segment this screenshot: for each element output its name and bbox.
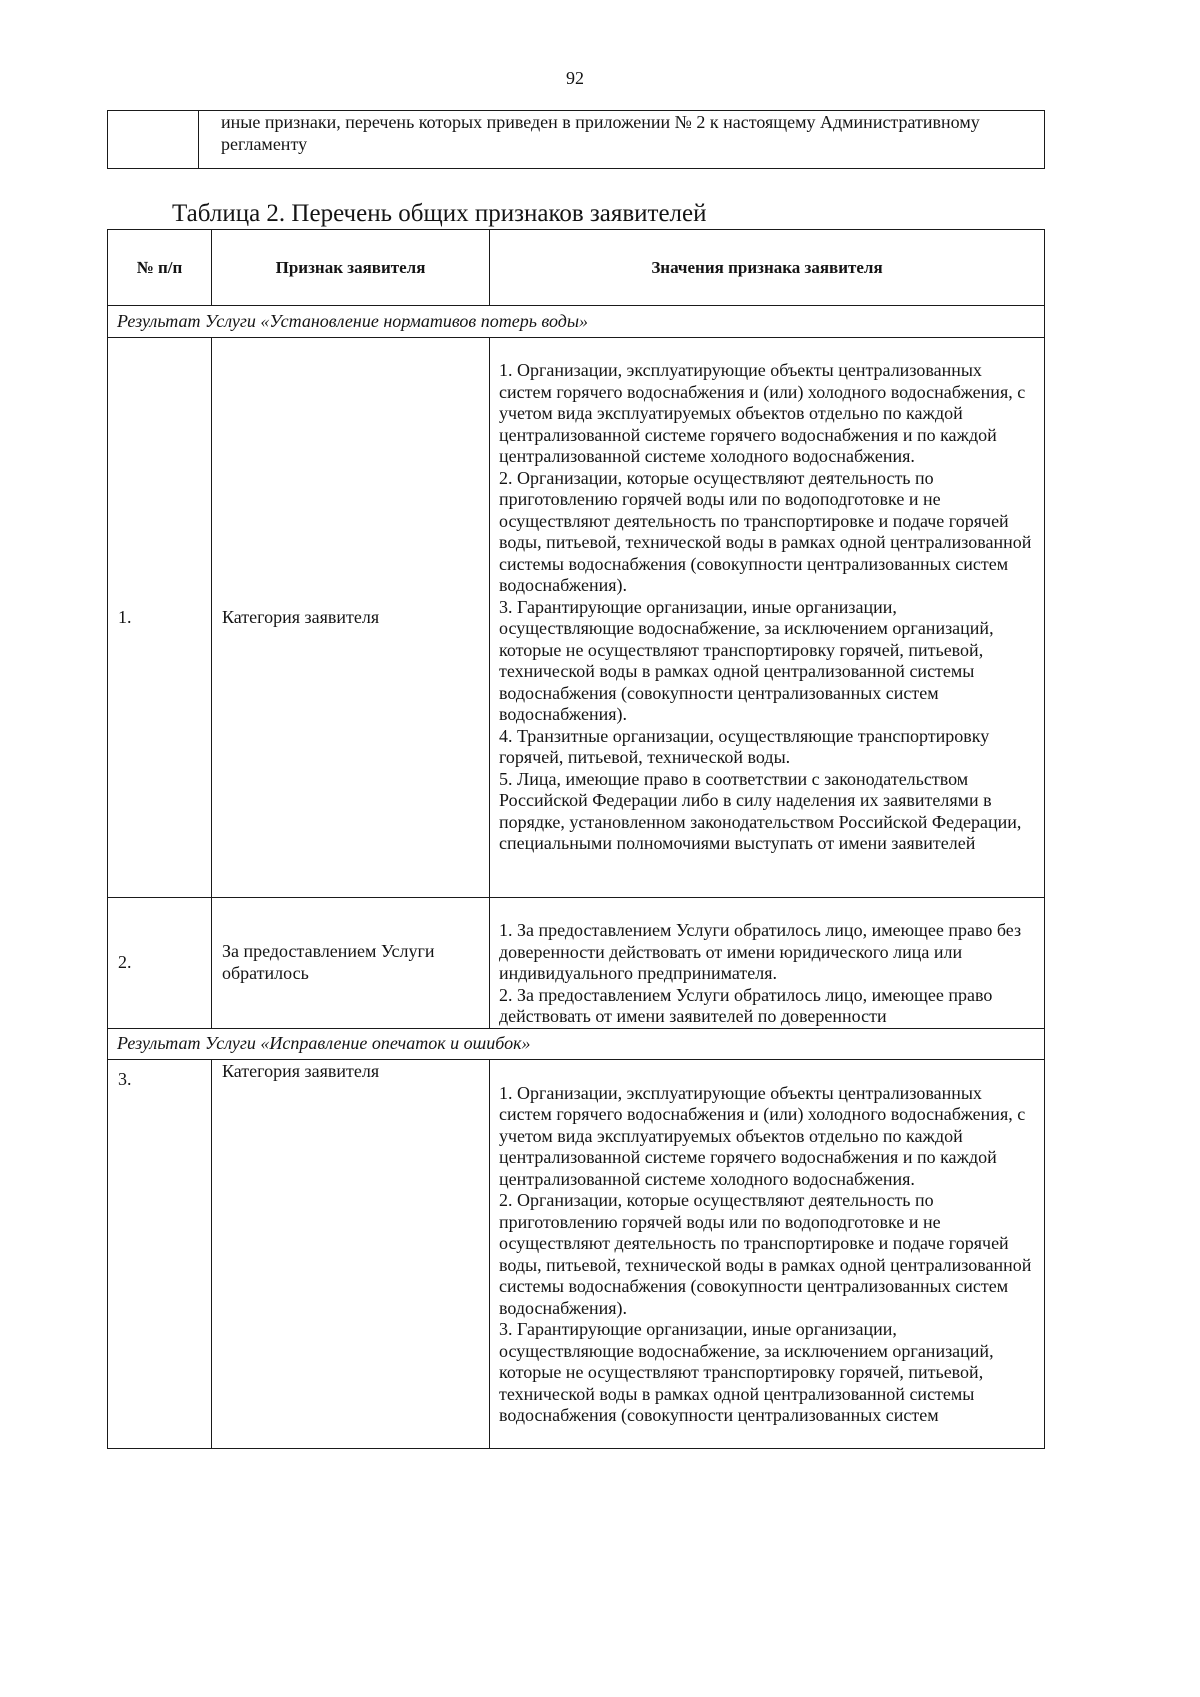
table-title: Таблица 2. Перечень общих признаков заявителей: [172, 200, 707, 227]
table-row: [108, 1059, 1045, 1448]
value-item: 2. Организации, которые осуществляют деятельность по приготовлению горячей воды или по водоподготовке и не осуществляют деятельность по транспортировке и подаче горячей воды, питьевой, технической воды в рамках одной централизованной системы водоснабжения (совокупности централизованных систем водоснабжения).: [499, 1190, 1032, 1318]
value-item: 2. За предоставлением Услуги обратилось лицо, имеющее право действовать от имени заявителей по доверенности: [499, 984, 993, 1026]
row-values: [490, 898, 1045, 1029]
applicant-features-table: [107, 229, 1045, 1449]
row-values: [490, 1059, 1045, 1448]
header-values: Значения признака заявителя: [490, 230, 1045, 306]
value-item: 1. Организации, эксплуатирующие объекты централизованных систем горячего водоснабжения и (или) холодного водоснабжения, с учетом вида эксплуатируемых объектов отдельно по каждой централизованной системе горячего водоснабжения и по каждой централизованной системе холодного водоснабжения.: [499, 360, 1026, 466]
row-number: 2.: [108, 898, 212, 1029]
value-item: 3. Гарантирующие организации, иные организации, осуществляющие водоснабжение, за исключением организаций, которые не осуществляют транспортировку горячей, питьевой, технической воды в рамках одной централизованной системы водоснабжения (совокупности централизованных систем водоснабжения).: [499, 596, 994, 724]
section-title: Результат Услуги «Установление нормативов потерь воды»: [108, 306, 1045, 338]
row-feature: За предоставлением Услуги обратилось: [212, 898, 490, 1029]
table-row: [108, 898, 1045, 1029]
continuation-text: иные признаки, перечень которых приведен в приложении № 2 к настоящему Административному регламенту: [199, 111, 1045, 169]
row-values: [490, 338, 1045, 898]
section-row: [108, 1028, 1045, 1059]
value-item: 4. Транзитные организации, осуществляющие транспортировку горячей, питьевой, технической воды.: [499, 725, 990, 767]
row-feature: Категория заявителя: [212, 338, 490, 898]
page-number: 92: [566, 68, 584, 88]
section-row: [108, 306, 1045, 338]
table-header-row: [108, 230, 1045, 306]
value-item: 1. Организации, эксплуатирующие объекты централизованных систем горячего водоснабжения и (или) холодного водоснабжения, с учетом вида эксплуатируемых объектов отдельно по каждой централизованной системе горячего водоснабжения и по каждой централизованной системе холодного водоснабжения.: [499, 1082, 1026, 1189]
row-values-clip: [499, 1083, 1034, 1427]
header-num: № п/п: [108, 230, 212, 306]
row-number: 1.: [108, 338, 212, 898]
value-item: 5. Лица, имеющие право в соответствии с законодательством Российской Федерации либо в силу наделения их заявителями в порядке, установленном законодательством Российской Федерации, специальными полномочиями выступать от имени заявителей: [499, 768, 1022, 853]
continuation-empty-cell: [108, 111, 199, 169]
section-title: Результат Услуги «Исправление опечаток и ошибок»: [108, 1028, 1045, 1059]
row-feature: Категория заявителя: [212, 1059, 490, 1448]
continuation-table: [107, 110, 1045, 169]
value-item: 1. За предоставлением Услуги обратилось лицо, имеющее право без доверенности действовать от имени юридического лица или индивидуального предпринимателя.: [499, 920, 1022, 983]
value-item: 2. Организации, которые осуществляют деятельность по приготовлению горячей воды или по водоподготовке и не осуществляют деятельность по транспортировке и подаче горячей воды, питьевой, технической воды в рамках одной централизованной системы водоснабжения (совокупности централизованных систем водоснабжения).: [499, 467, 1032, 595]
row-number: 3.: [108, 1059, 212, 1448]
header-feature: Признак заявителя: [212, 230, 490, 306]
table-row: [108, 338, 1045, 898]
value-item: 3. Гарантирующие организации, иные организации, осуществляющие водоснабжение, за исключением организаций, которые не осуществляют транспортировку горячей, питьевой, технической воды в рамках одной централизованной системы водоснабжения (совокупности централизованных систем: [499, 1319, 994, 1425]
continuation-row: [108, 111, 1045, 169]
